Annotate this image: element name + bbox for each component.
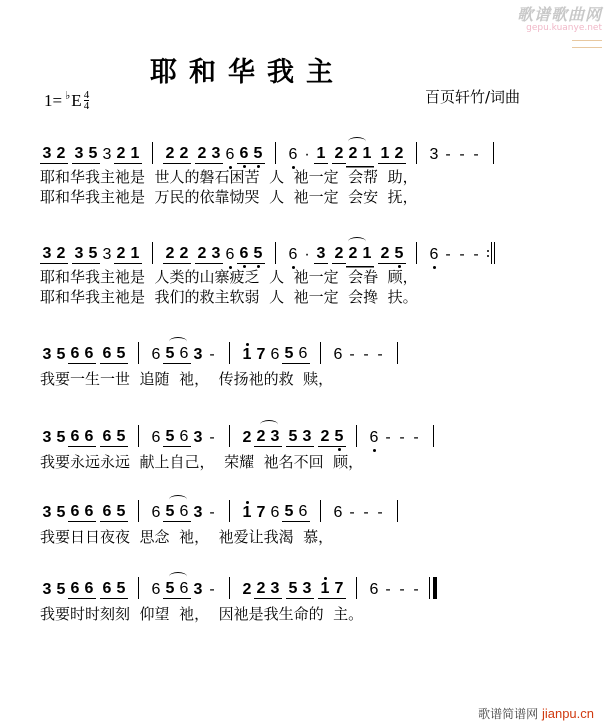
song-title: 耶和华我主 — [150, 57, 345, 88]
key-signature — [44, 90, 89, 111]
barline — [229, 425, 230, 447]
barline — [433, 425, 434, 447]
barline — [152, 142, 153, 164]
key-prefix: 1= — [44, 90, 63, 110]
author-credit: 百页轩竹/词曲 — [425, 88, 521, 106]
key-note: E — [71, 90, 82, 110]
notation-row: 3 5 6 6 6 5 6 5 6 3 - 1 7 6 5 6 6 - - - — [40, 498, 408, 522]
watermark-title: 歌谱歌曲网 — [516, 5, 602, 24]
barline — [138, 500, 139, 522]
barline — [416, 242, 417, 264]
notation-row: 3 5 6 6 6 5 6 5 6 3 - 1 7 6 5 6 6 - - - — [40, 340, 408, 364]
footer-site-name: 歌谱简谱网 — [478, 707, 539, 721]
barline — [275, 142, 276, 164]
slur — [348, 237, 366, 246]
barline — [229, 342, 230, 364]
repeat-end-barline — [487, 242, 497, 264]
watermark-logo-icon — [572, 40, 602, 48]
lyrics: 我要一生一世 追随 祂， 传扬祂的救 赎， — [40, 370, 334, 388]
watermark-url: gepu.kuanye.net — [526, 23, 602, 33]
final-barline — [429, 577, 437, 599]
barline — [397, 500, 398, 522]
barline — [138, 425, 139, 447]
notation-row: 3 5 6 6 6 5 6 5 6 3 - 2 2 3 5 3 1 7 6 - - - — [40, 575, 437, 599]
watermark — [517, 2, 602, 52]
slur — [169, 572, 187, 581]
footer-site-url: jianpu.cn — [541, 706, 594, 721]
lyrics-verse-1: 耶和华我主祂是 世人的磐石困苦 人 祂一定 会帮 助， — [40, 168, 418, 186]
barline — [275, 242, 276, 264]
lyrics-verse-1: 耶和华我主祂是 人类的山寨疲乏 人 祂一定 会眷 顾， — [40, 268, 418, 286]
barline — [152, 242, 153, 264]
barline — [356, 425, 357, 447]
barline — [397, 342, 398, 364]
barline — [320, 342, 321, 364]
barline — [356, 577, 357, 599]
lyrics: 我要日日夜夜 思念 祂， 祂爱让我渴 慕， — [40, 528, 334, 546]
barline — [416, 142, 417, 164]
barline — [229, 577, 230, 599]
notation-row: 3 2 3 5 3 2 1 2 2 2 3 6 6 5 6 · 3 2 2 1 2 5 6 - - - — [40, 240, 497, 264]
slur — [169, 495, 187, 504]
time-signature: $\frac{4}{4}$ — [83, 89, 90, 112]
notation-row: 3 2 3 5 3 2 1 2 2 2 3 6 6 5 6 · 1 2 2 1 1 2 3 - - - — [40, 140, 504, 164]
barline — [138, 342, 139, 364]
slur — [260, 420, 278, 429]
slur — [348, 137, 366, 146]
footer-watermark — [478, 705, 594, 722]
barline — [138, 577, 139, 599]
notation-row: 3 5 6 6 6 5 6 5 6 3 - 2 2 3 5 3 2 5 6 - - - — [40, 423, 444, 447]
flat-icon: ♭ — [65, 90, 71, 102]
lyrics-verse-2: 耶和华我主祂是 万民的依靠恸哭 人 祂一定 会安 抚， — [40, 188, 418, 206]
lyrics: 我要时时刻刻 仰望 祂， 因祂是我生命的 主。 — [40, 605, 364, 623]
barline — [320, 500, 321, 522]
barline — [493, 142, 494, 164]
lyrics-verse-2: 耶和华我主祂是 我们的救主软弱 人 祂一定 会搀 扶。 — [40, 288, 418, 306]
slur — [169, 337, 187, 346]
barline — [229, 500, 230, 522]
lyrics: 我要永远永远 献上自己， 荣耀 祂名不回 顾， — [40, 453, 364, 471]
